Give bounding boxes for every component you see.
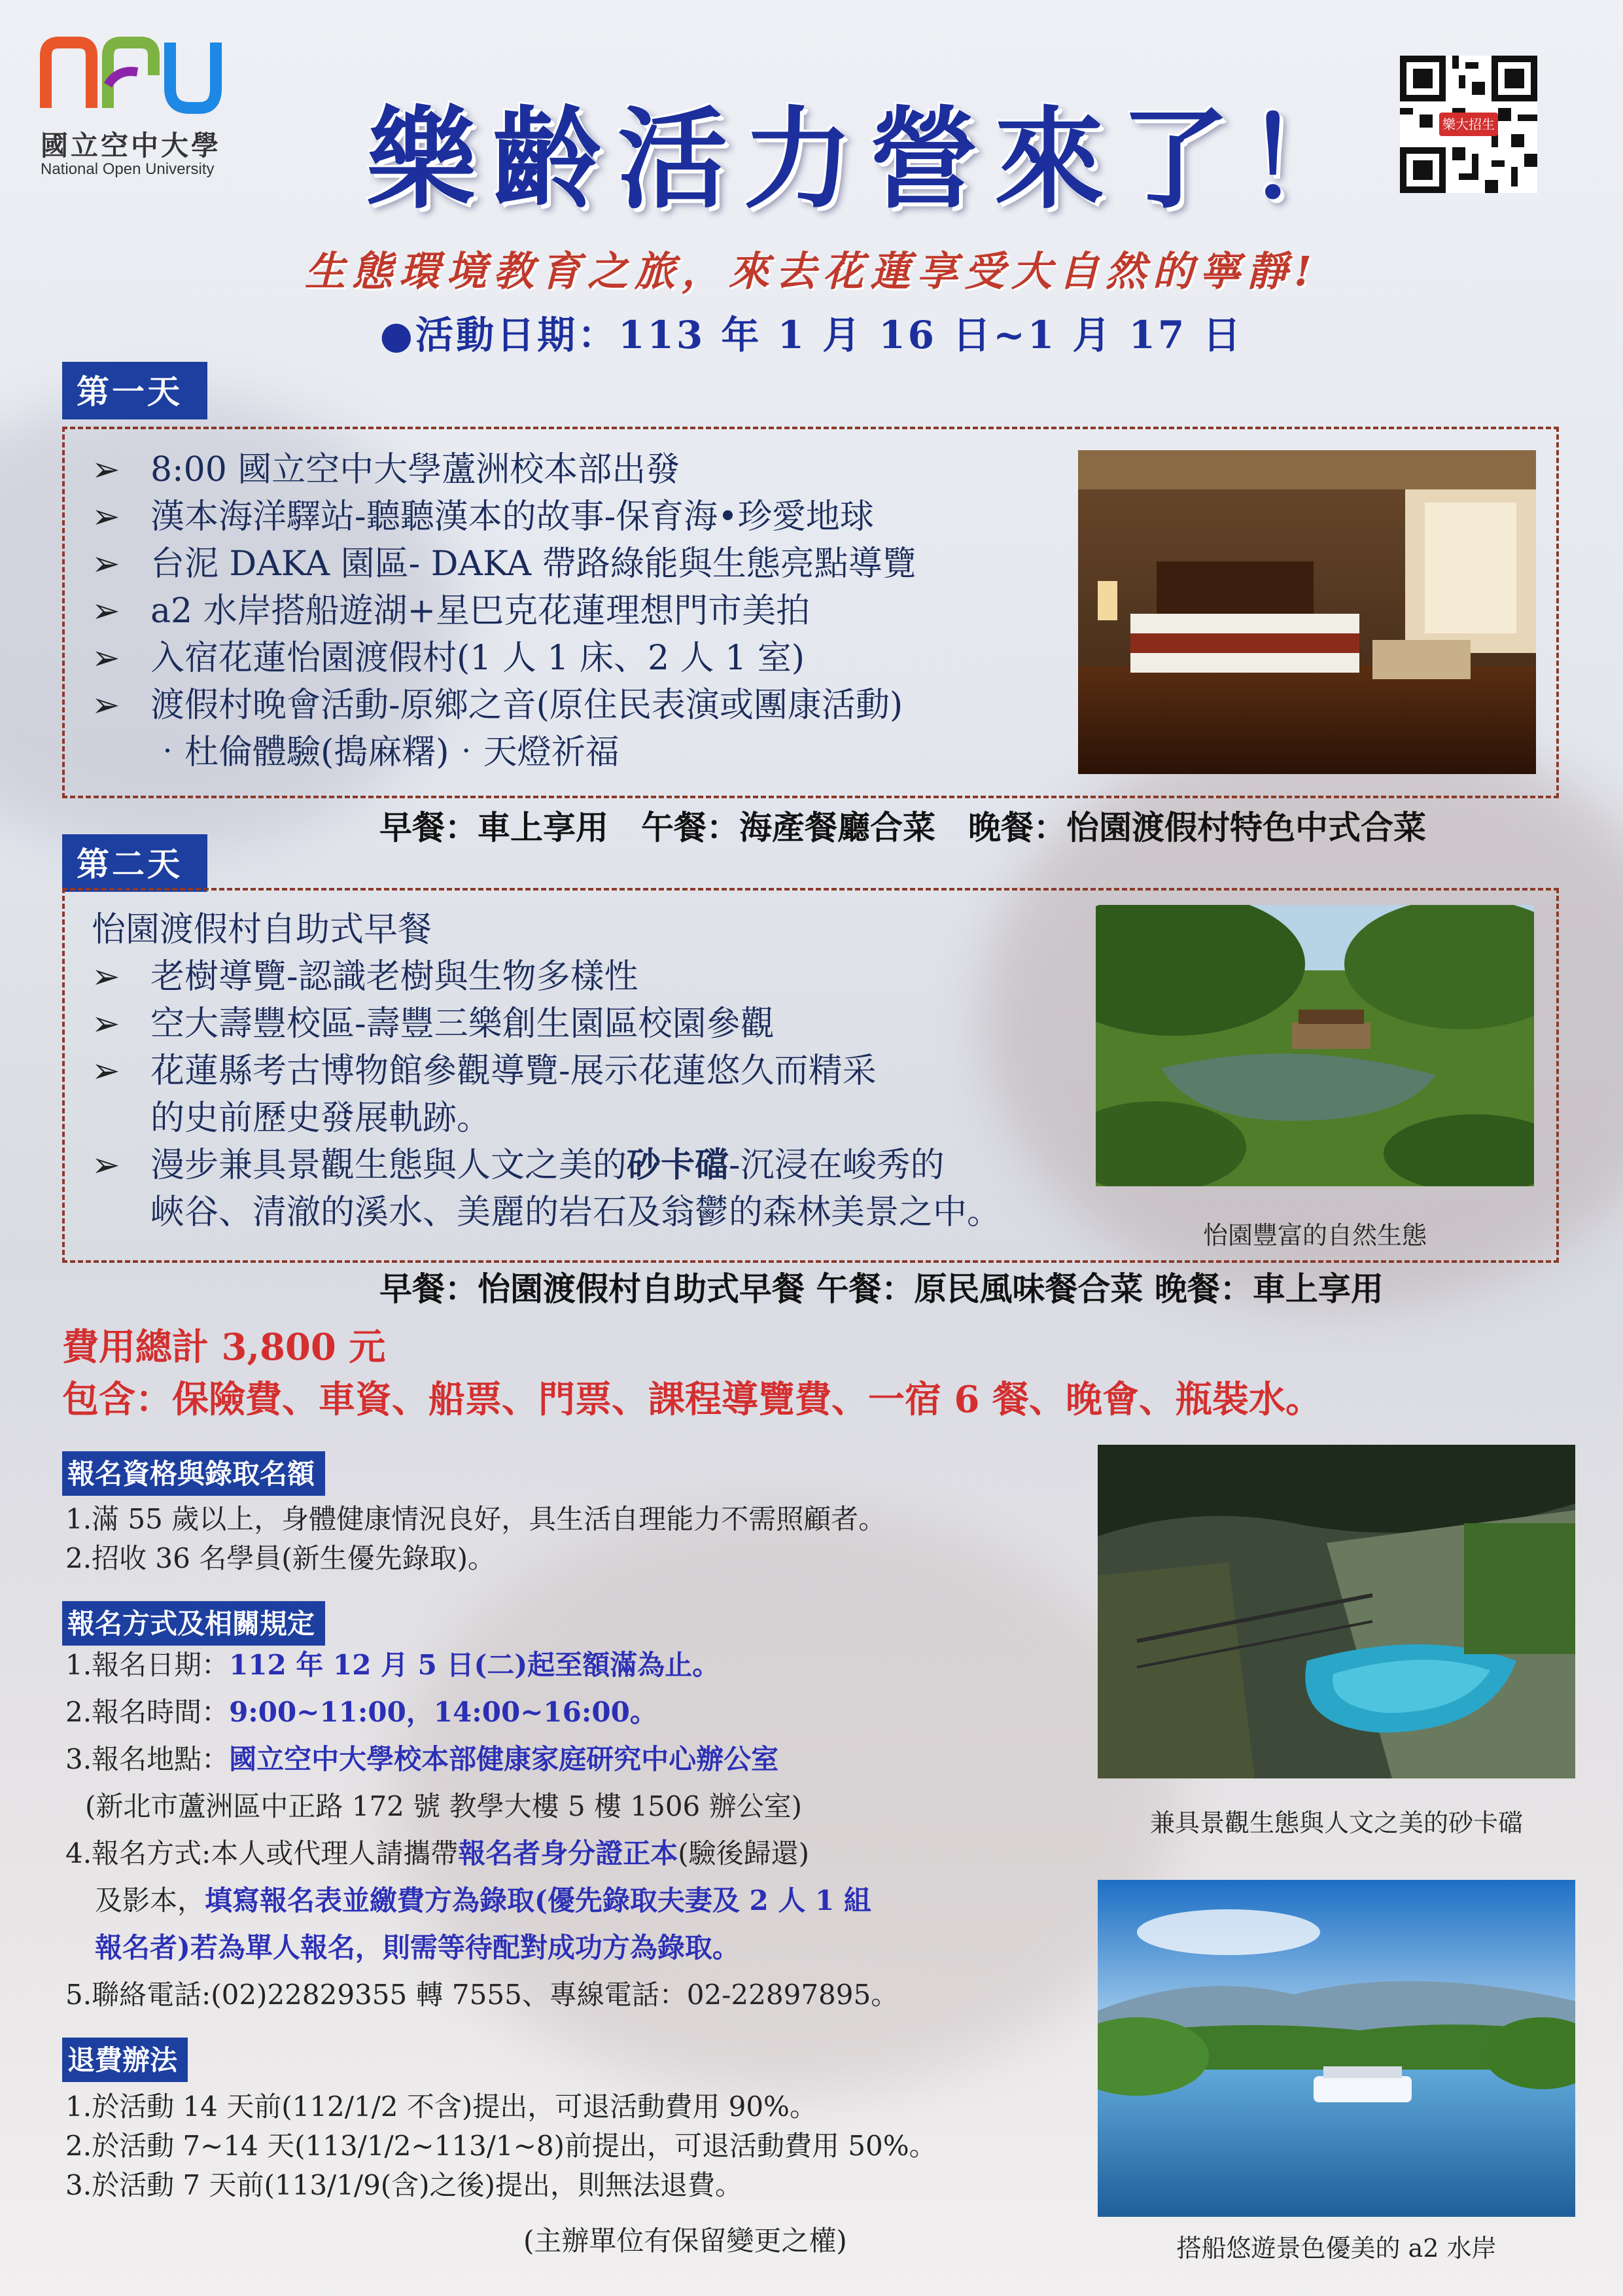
list-item: ➢ 空大壽豐校區-壽豐三樂創生園區校園參觀	[92, 1000, 1001, 1048]
list-item: 1.滿 55 歲以上，身體健康情況良好，具生活自理能力不需照顧者。	[65, 1503, 886, 1535]
arrow-bullet-icon: ➢	[92, 544, 120, 584]
arrow-bullet-icon: ➢	[92, 639, 120, 678]
list-item: ➢ 花蓮縣考古博物館參觀導覽-展示花蓮悠久而精采	[92, 1048, 1001, 1095]
list-item: 2.於活動 7~14 天(113/1/2~113/1~8)前提出，可退活動費用 50%。	[65, 2130, 937, 2162]
hotel-room-photo	[1078, 450, 1536, 774]
refund-label: 退費辦法	[62, 2038, 188, 2082]
qr-badge: 樂大招生	[1439, 113, 1498, 136]
list-item: ➢ 漢本海洋驛站-聽聽漢本的故事-保育海•珍愛地球	[92, 493, 916, 540]
garden-photo	[1096, 905, 1534, 1186]
gorge-photo	[1098, 1445, 1575, 1778]
list-item: ➢ 漫步兼具景觀生態與人文之美的砂卡礑-沉浸在峻秀的	[92, 1142, 1001, 1189]
list-item: 4.報名方式:本人或代理人請攜帶報名者身分證正本(驗後歸還)	[65, 1837, 810, 1869]
list-item: 2.報名時間：9:00~11:00，14:00~16:00。	[65, 1696, 657, 1728]
arrow-bullet-icon: ➢	[92, 1004, 120, 1044]
day1-meals: 早餐：車上享用 午餐：海產餐廳合菜 晚餐：怡園渡假村特色中式合菜	[379, 809, 1426, 847]
day1-label: 第一天	[62, 362, 207, 419]
gorge-photo-caption: 兼具景觀生態與人文之美的砂卡礑	[1149, 1809, 1523, 1837]
list-item: ➢ 台泥 DAKA 園區- DAKA 帶路綠能與生態亮點導覽	[92, 540, 916, 588]
list-item: ➢ 入宿花蓮怡園渡假村(1 人 1 床、2 人 1 室)	[92, 635, 916, 682]
activity-date: ●活動日期：113 年 1 月 16 日~1 月 17 日	[379, 313, 1244, 357]
day1-list	[92, 446, 916, 776]
arrow-bullet-icon: ➢	[92, 1146, 120, 1185]
garden-photo-caption: 怡園豐富的自然生態	[1202, 1221, 1427, 1250]
list-item-continuation: 報名者)若為單人報名，則需等待配對成功方為錄取。	[95, 1932, 740, 1964]
registration-list	[65, 1646, 898, 2015]
list-item: ➢ a2 水岸搭船遊湖+星巴克花蓮理想門市美拍	[92, 588, 916, 635]
list-item: 1.報名日期：112 年 12 月 5 日(二)起至額滿為止。	[65, 1649, 720, 1681]
subtitle: 生態環境教育之旅，來去花蓮享受大自然的寧靜!	[304, 247, 1319, 295]
arrow-bullet-icon: ➢	[92, 450, 120, 489]
refund-list	[65, 2087, 937, 2205]
day2-list	[92, 906, 1001, 1236]
list-item-continuation: 及影本，填寫報名表並繳費方為錄取(優先錄取夫妻及 2 人 1 組	[95, 1884, 871, 1916]
registration-label: 報名方式及相關規定	[62, 1601, 325, 1646]
page-title: 樂齡活力營來了！	[366, 96, 1371, 224]
list-item: 3.於活動 7 天前(113/1/9(含)之後)提出，則無法退費。	[65, 2169, 742, 2201]
university-logo	[39, 36, 222, 115]
organizer-note: (主辦單位有保留變更之權)	[523, 2225, 847, 2257]
lake-photo	[1098, 1880, 1575, 2217]
list-item: 2.招收 36 名學員(新生優先錄取)。	[65, 1542, 495, 1574]
list-item: ➢ 老樹導覽-認識老樹與生物多樣性	[92, 953, 1001, 1000]
arrow-bullet-icon: ➢	[92, 957, 120, 997]
logo-name-chinese: 國立空中大學	[41, 130, 222, 162]
list-item: ➢ 8:00 國立空中大學蘆洲校本部出發	[92, 446, 916, 493]
arrow-bullet-icon: ➢	[92, 592, 120, 631]
lake-photo-caption: 搭船悠遊景色優美的 a2 水岸	[1176, 2234, 1497, 2263]
list-item: 怡園渡假村自助式早餐	[92, 910, 432, 949]
fee-total: 費用總計 3,800 元	[62, 1326, 386, 1369]
list-item: 5.聯絡電話:(02)22829355 轉 7555、專線電話：02-22897895。	[65, 1979, 899, 2011]
list-item: 1.於活動 14 天前(112/1/2 不含)提出，可退活動費用 90%。	[65, 2091, 817, 2123]
arrow-bullet-icon: ➢	[92, 1051, 120, 1091]
list-item-continuation: 的史前歷史發展軌跡。	[150, 1099, 491, 1138]
list-item: ➢ 渡假村晚會活動-原鄉之音(原住民表演或團康活動)	[92, 682, 916, 729]
list-item-continuation: ‧杜倫體驗(搗麻糬)‧天燈祈福	[150, 733, 620, 772]
logo-name-english: National Open University	[41, 160, 215, 178]
list-item-continuation: (新北市蘆洲區中正路 172 號 教學大樓 5 樓 1506 辦公室)	[85, 1790, 803, 1822]
qualification-list	[65, 1500, 886, 1578]
day2-label: 第二天	[62, 834, 207, 892]
qualification-label: 報名資格與錄取名額	[62, 1451, 325, 1496]
day2-meals: 早餐：怡園渡假村自助式早餐 午餐：原民風味餐合菜 晚餐：車上享用	[379, 1270, 1384, 1308]
list-item: 3.報名地點：國立空中大學校本部健康家庭研究中心辦公室	[65, 1743, 779, 1775]
fee-includes: 包含：保險費、車資、船票、門票、課程導覽費、一宿 6 餐、晚會、瓶裝水。	[62, 1378, 1322, 1421]
list-item-continuation: 峽谷、清澈的溪水、美麗的岩石及翁鬱的森林美景之中。	[150, 1193, 1002, 1232]
arrow-bullet-icon: ➢	[92, 686, 120, 725]
arrow-bullet-icon: ➢	[92, 497, 120, 537]
